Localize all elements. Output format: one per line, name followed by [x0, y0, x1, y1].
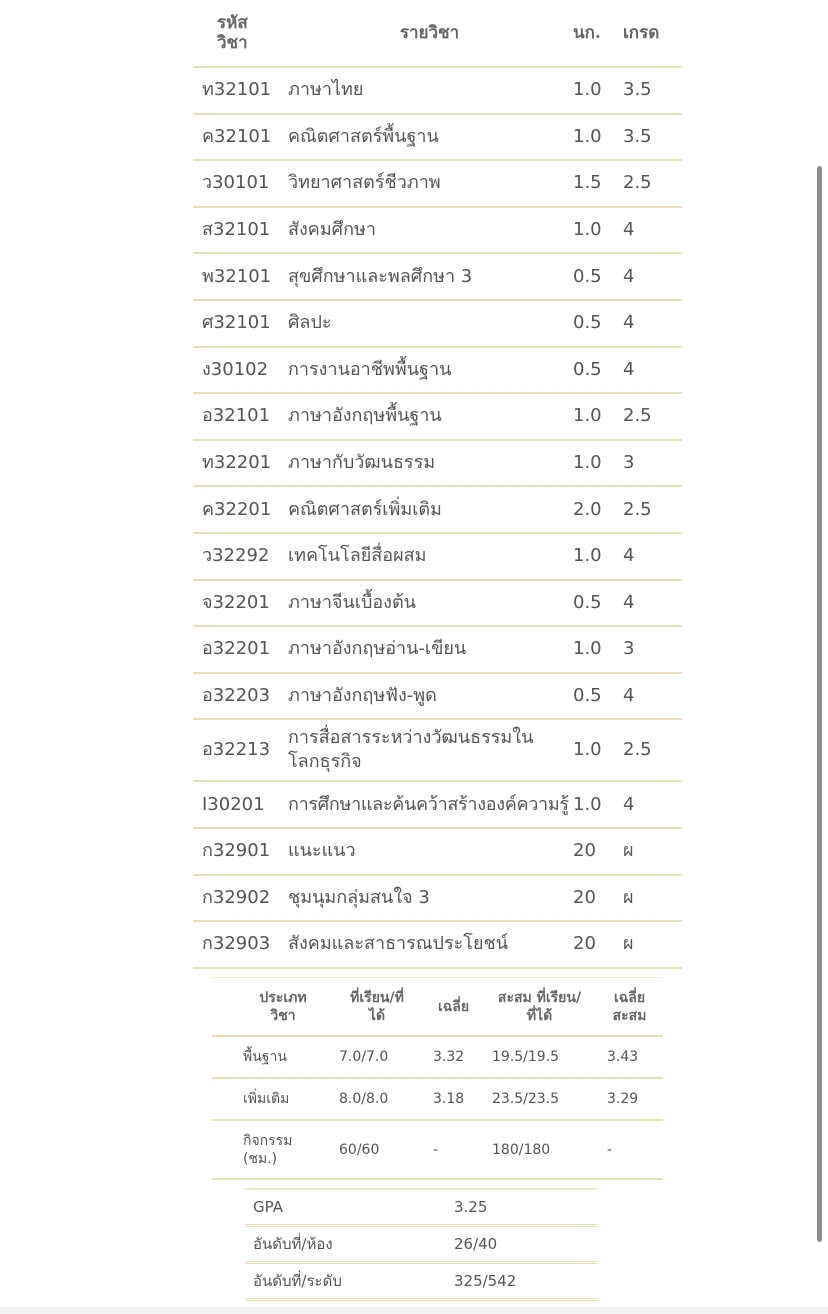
course-credits: 1.0	[573, 67, 617, 114]
summary-cumulative-earned-header: สะสม ที่เรียน/ ที่ได้	[483, 978, 596, 1037]
class-rank-value: 26/40	[445, 1226, 597, 1263]
course-code: ก32902	[193, 875, 280, 922]
course-credits: 0.5	[573, 300, 617, 347]
summary-type-header: ประเภท วิชา	[212, 978, 330, 1037]
course-code: ค32201	[193, 486, 280, 533]
summary-type: เพิ่มเติม	[212, 1078, 330, 1120]
course-code: ท32101	[193, 67, 280, 114]
summary-row	[212, 1120, 663, 1179]
course-code: ก32903	[193, 921, 280, 968]
course-grade: 3.5	[617, 114, 682, 161]
course-name: ภาษาอังกฤษอ่าน-เขียน	[280, 626, 573, 673]
summary-cumulative-earned: 19.5/19.5	[483, 1036, 596, 1078]
course-credits: 1.0	[573, 207, 617, 254]
course-row	[193, 114, 682, 161]
course-name: สังคมศึกษา	[280, 207, 573, 254]
course-name: ภาษากับวัฒนธรรม	[280, 440, 573, 487]
course-name-header: รายวิชา	[280, 0, 573, 67]
course-code: พ32101	[193, 253, 280, 300]
course-code: ค32101	[193, 114, 280, 161]
course-row	[193, 347, 682, 394]
course-row	[193, 828, 682, 875]
course-row	[193, 486, 682, 533]
course-table-header-row	[193, 0, 682, 67]
grade-header: เกรด	[617, 0, 682, 67]
course-credits: 20	[573, 828, 617, 875]
course-name: สุขศึกษาและพลศึกษา 3	[280, 253, 573, 300]
course-code: ว30101	[193, 160, 280, 207]
course-grade: 2.5	[617, 719, 682, 781]
course-row	[193, 253, 682, 300]
summary-earned: 8.0/8.0	[330, 1078, 424, 1120]
summary-earned: 7.0/7.0	[330, 1036, 424, 1078]
course-code-header: รหัส วิชา	[193, 0, 280, 67]
course-grades-table	[193, 0, 682, 969]
course-name: ภาษาจีนเบื้องต้น	[280, 580, 573, 627]
course-code: ก32901	[193, 828, 280, 875]
course-credits: 20	[573, 921, 617, 968]
course-name: ชุมนุมกลุ่มสนใจ 3	[280, 875, 573, 922]
course-code: อ32101	[193, 393, 280, 440]
summary-cumulative-average-header: เฉลี่ย สะสม	[596, 978, 663, 1037]
course-row	[193, 626, 682, 673]
summary-row	[212, 1036, 663, 1078]
course-grade: 4	[617, 300, 682, 347]
course-grade: 4	[617, 253, 682, 300]
course-row	[193, 440, 682, 487]
course-row	[193, 533, 682, 580]
summary-earned: 60/60	[330, 1120, 424, 1179]
course-code: ง30102	[193, 347, 280, 394]
summary-average: 3.18	[424, 1078, 483, 1120]
gpa-label: GPA	[245, 1189, 445, 1226]
course-code: ศ32101	[193, 300, 280, 347]
course-grade: 3	[617, 440, 682, 487]
course-name: วิทยาศาสตร์ชีวภาพ	[280, 160, 573, 207]
credit-summary-table	[212, 977, 663, 1180]
level-rank-label: อันดับที่/ระดับ	[245, 1263, 445, 1300]
summary-cumulative-average: -	[596, 1120, 663, 1179]
course-credits: 0.5	[573, 580, 617, 627]
summary-type: พื้นฐาน	[212, 1036, 330, 1078]
course-code: ท32201	[193, 440, 280, 487]
course-code: ว32292	[193, 533, 280, 580]
course-code: อ32201	[193, 626, 280, 673]
course-row	[193, 207, 682, 254]
course-name: ภาษาอังกฤษพื้นฐาน	[280, 393, 573, 440]
course-credits: 1.0	[573, 626, 617, 673]
course-credits: 1.0	[573, 533, 617, 580]
course-name: การศึกษาและค้นคว้าสร้างองค์ความรู้	[280, 781, 573, 828]
course-name: เทคโนโลยีสื่อผสม	[280, 533, 573, 580]
course-credits: 1.0	[573, 719, 617, 781]
course-name: ภาษาไทย	[280, 67, 573, 114]
course-code: I30201	[193, 781, 280, 828]
course-grade: 4	[617, 347, 682, 394]
summary-row	[212, 1078, 663, 1120]
summary-average: -	[424, 1120, 483, 1179]
course-row	[193, 67, 682, 114]
summary-cumulative-earned: 180/180	[483, 1120, 596, 1179]
course-row	[193, 300, 682, 347]
course-grade: ผ	[617, 921, 682, 968]
summary-header-row	[212, 978, 663, 1037]
course-grade: 2.5	[617, 393, 682, 440]
course-name: ภาษาอังกฤษฟัง-พูด	[280, 673, 573, 720]
course-credits: 0.5	[573, 673, 617, 720]
credits-header: นก.	[573, 0, 617, 67]
course-credits: 1.0	[573, 114, 617, 161]
level-rank-value: 325/542	[445, 1263, 597, 1300]
summary-average-header: เฉลี่ย	[424, 978, 483, 1037]
course-credits: 0.5	[573, 347, 617, 394]
course-code: ส32101	[193, 207, 280, 254]
course-grade: 4	[617, 533, 682, 580]
course-code: จ32201	[193, 580, 280, 627]
course-row	[193, 580, 682, 627]
course-grade: 2.5	[617, 486, 682, 533]
gpa-row	[245, 1189, 597, 1226]
course-grade: 3	[617, 626, 682, 673]
class-rank-label: อันดับที่/ห้อง	[245, 1226, 445, 1263]
course-row	[193, 719, 682, 781]
course-credits: 1.0	[573, 393, 617, 440]
class-rank-row	[245, 1226, 597, 1263]
course-name: การงานอาชีพพื้นฐาน	[280, 347, 573, 394]
course-credits: 1.0	[573, 781, 617, 828]
course-grade: 4	[617, 781, 682, 828]
course-row	[193, 781, 682, 828]
course-name: สังคมและสาธารณประโยชน์	[280, 921, 573, 968]
course-name: แนะแนว	[280, 828, 573, 875]
course-code: อ32203	[193, 673, 280, 720]
course-credits: 0.5	[573, 253, 617, 300]
scrollbar-thumb[interactable]	[817, 166, 822, 1242]
course-name: ศิลปะ	[280, 300, 573, 347]
course-credits: 1.5	[573, 160, 617, 207]
summary-cumulative-earned: 23.5/23.5	[483, 1078, 596, 1120]
course-grade: ผ	[617, 828, 682, 875]
course-row	[193, 160, 682, 207]
course-code: อ32213	[193, 719, 280, 781]
course-grade: 4	[617, 673, 682, 720]
course-grade: 4	[617, 580, 682, 627]
course-row	[193, 393, 682, 440]
gpa-value: 3.25	[445, 1189, 597, 1226]
gpa-rank-table	[245, 1188, 597, 1301]
course-name: คณิตศาสตร์พื้นฐาน	[280, 114, 573, 161]
summary-type: กิจกรรม (ชม.)	[212, 1120, 330, 1179]
summary-cumulative-average: 3.29	[596, 1078, 663, 1120]
course-row	[193, 875, 682, 922]
course-grade: 2.5	[617, 160, 682, 207]
course-row	[193, 673, 682, 720]
course-grade: 4	[617, 207, 682, 254]
course-grade: 3.5	[617, 67, 682, 114]
course-row	[193, 921, 682, 968]
course-credits: 1.0	[573, 440, 617, 487]
level-rank-row	[245, 1263, 597, 1300]
summary-average: 3.32	[424, 1036, 483, 1078]
course-credits: 20	[573, 875, 617, 922]
course-credits: 2.0	[573, 486, 617, 533]
summary-cumulative-average: 3.43	[596, 1036, 663, 1078]
course-name: การสื่อสารระหว่างวัฒนธรรมในโลกธุรกิจ	[280, 719, 573, 781]
course-name: คณิตศาสตร์เพิ่มเติม	[280, 486, 573, 533]
course-grade: ผ	[617, 875, 682, 922]
summary-earned-header: ที่เรียน/ที่ ได้	[330, 978, 424, 1037]
page-bottom-edge	[0, 1307, 828, 1314]
